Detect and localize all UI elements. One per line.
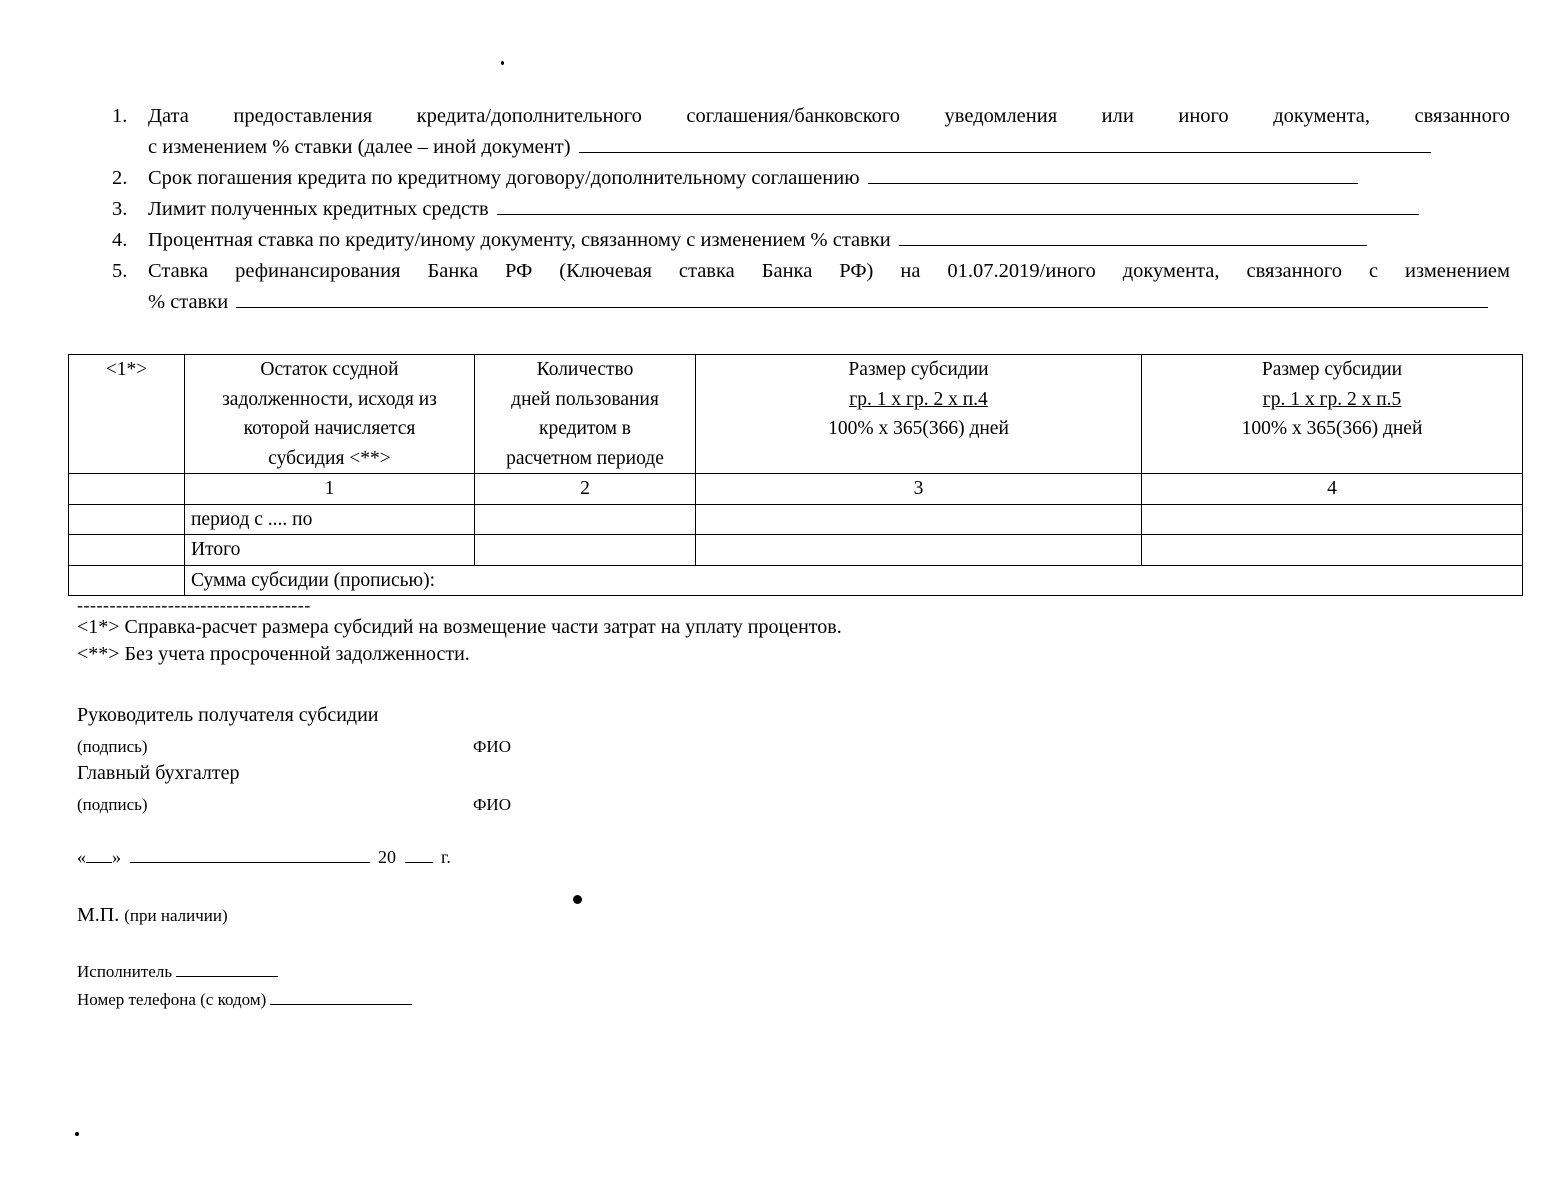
total-label: Итого	[185, 535, 475, 566]
item-number: 5.	[112, 260, 128, 282]
header-line: расчетном периоде	[506, 447, 664, 469]
item-text: Срок погашения кредита по кредитному договору/дополнительному соглашению	[148, 167, 860, 189]
year-prefix: 20	[378, 847, 396, 867]
accountant-title: Главный бухгалтер	[77, 762, 240, 784]
column-number: 1	[185, 474, 475, 505]
header-cell-balance	[185, 355, 475, 474]
header-line: дней пользования	[511, 388, 659, 410]
header-cell-subsidy-p5	[1142, 355, 1523, 474]
accountant-fio-label[interactable]: ФИО	[473, 795, 511, 814]
scan-speck	[501, 61, 504, 65]
fill-line[interactable]	[579, 134, 1431, 153]
accountant-signature-label[interactable]: (подпись)	[77, 795, 148, 814]
head-fio-label[interactable]: ФИО	[473, 737, 511, 756]
item-text: Лимит полученных кредитных средств	[148, 198, 489, 220]
header-line: Размер субсидии	[1261, 359, 1403, 380]
numbered-list	[108, 101, 1510, 318]
table-cell[interactable]	[475, 504, 696, 535]
header-line: которой начисляется	[243, 418, 416, 439]
item-text-continued: % ставки	[148, 291, 229, 313]
table-cell[interactable]	[69, 565, 185, 596]
table-header-row	[69, 355, 1523, 474]
month-field[interactable]	[130, 846, 370, 863]
table-cell[interactable]	[1142, 535, 1523, 566]
header-cell-days	[475, 355, 696, 474]
column-number: 4	[1142, 474, 1523, 505]
executor-field[interactable]	[176, 960, 278, 977]
year-field[interactable]	[405, 846, 433, 863]
list-item	[108, 256, 1510, 318]
table-cell[interactable]	[1142, 504, 1523, 535]
head-title: Руководитель получателя субсидии	[77, 704, 379, 726]
item-number: 4.	[112, 229, 128, 251]
footnote-1: <1*> Справка-расчет размера субсидий на возмещение части затрат на уплату процентов.	[77, 616, 842, 638]
stamp-note: (при наличии)	[124, 906, 228, 925]
list-item	[108, 101, 1510, 163]
header-cell-subsidy-p4	[696, 355, 1142, 474]
phone-field[interactable]	[270, 988, 412, 1005]
header-line: кредитом в	[538, 418, 632, 439]
scan-speck	[75, 1132, 79, 1136]
column-number: 3	[696, 474, 1142, 505]
item-text: Ставка рефинансирования Банка РФ (Ключевая ставка Банка РФ) на 01.07.2019/иного документа, связанного с изменением	[148, 260, 1510, 282]
header-line: Остаток ссудной	[260, 359, 399, 380]
footnote-separator: ------------------------------------	[77, 595, 311, 615]
formula-denominator: 100% х 365(366) дней	[1241, 418, 1423, 439]
footnote-2: <**> Без учета просроченной задолженности.	[77, 643, 470, 665]
fill-line[interactable]	[868, 165, 1358, 184]
table-row-sum	[69, 565, 1523, 596]
year-suffix: г.	[441, 847, 451, 867]
table-cell[interactable]	[69, 504, 185, 535]
table-cell[interactable]	[475, 535, 696, 566]
header-line: Количество	[536, 359, 634, 380]
sum-in-words-label[interactable]: Сумма субсидии (прописью):	[185, 565, 1523, 596]
formula-numerator: гр. 1 х гр. 2 х п.5	[1262, 388, 1402, 410]
table-cell[interactable]	[696, 535, 1142, 566]
fill-line[interactable]	[497, 196, 1419, 215]
subsidy-table	[68, 354, 1523, 596]
phone-label: Номер телефона (с кодом)	[77, 990, 267, 1009]
open-quote: «	[77, 847, 86, 867]
stamp-label: М.П.	[77, 904, 120, 926]
column-number-row	[69, 474, 1523, 505]
item-text-continued: с изменением % ставки (далее – иной документ)	[148, 136, 571, 158]
fill-line[interactable]	[899, 227, 1367, 246]
header-line: субсидия <**>	[268, 447, 391, 469]
table-cell	[69, 474, 185, 505]
item-number: 3.	[112, 198, 128, 220]
header-line: Размер субсидии	[848, 359, 989, 380]
fill-line[interactable]	[236, 289, 1488, 308]
stamp-line	[77, 904, 228, 927]
item-text: Дата предоставления кредита/дополнительного соглашения/банковского уведомления или иного документа, связанного	[148, 105, 1510, 127]
date-line	[77, 846, 451, 868]
table-row-period	[69, 504, 1523, 535]
item-number: 2.	[112, 167, 128, 189]
executor-line	[77, 960, 278, 982]
formula-numerator: гр. 1 х гр. 2 х п.4	[849, 388, 988, 410]
item-number: 1.	[112, 105, 128, 127]
item-text: Процентная ставка по кредиту/иному документу, связанному с изменением % ставки	[148, 229, 891, 251]
list-item	[108, 163, 1510, 194]
day-field[interactable]	[86, 846, 112, 863]
table-row-total	[69, 535, 1523, 566]
period-label: период с .... по	[185, 504, 475, 535]
footnotes	[77, 596, 842, 668]
column-number: 2	[475, 474, 696, 505]
head-signature-label[interactable]: (подпись)	[77, 737, 148, 756]
scan-speck	[573, 895, 582, 904]
table-cell[interactable]	[69, 535, 185, 566]
header-cell-note: <1*>	[69, 355, 185, 474]
list-item	[108, 194, 1510, 225]
table-cell[interactable]	[696, 504, 1142, 535]
list-item	[108, 225, 1510, 256]
formula-denominator: 100% х 365(366) дней	[828, 418, 1009, 439]
phone-line	[77, 988, 412, 1010]
header-line: задолженности, исходя из	[222, 388, 437, 410]
close-quote: »	[112, 847, 121, 867]
executor-label: Исполнитель	[77, 962, 173, 981]
